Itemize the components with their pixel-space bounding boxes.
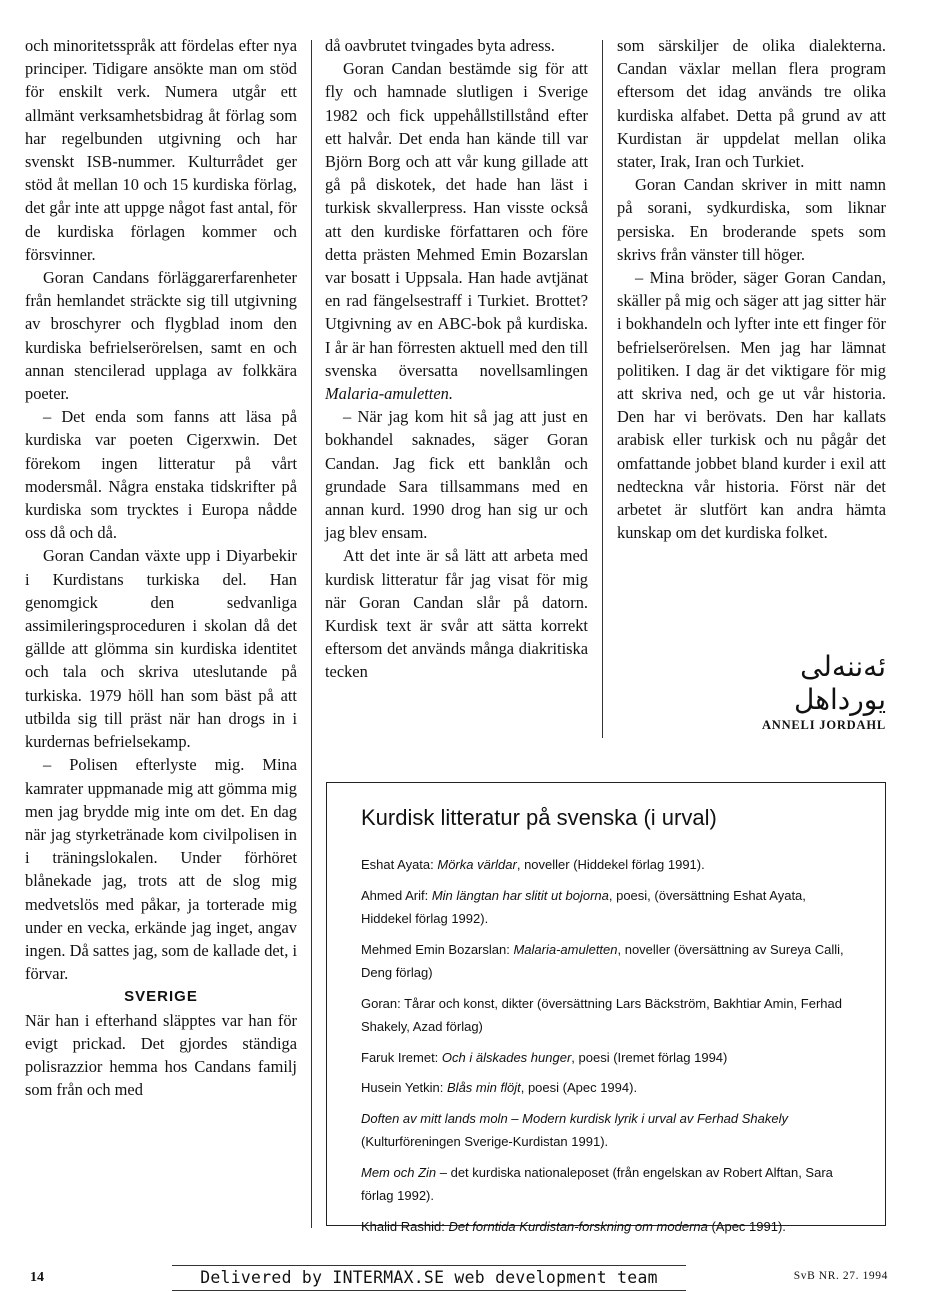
paragraph: – När jag kom hit så jag att just en bokhandel saknades, säger Goran Candan. Jag fick ett banklån och grundade Sara tillsammans med en annan kurd. 1990 drog han sig ur och jag blev ensam. (325, 407, 588, 543)
entry-author: Goran: Tårar och konst, dikter (översättning Lars Bäckström, Bakhtiar Amin, Ferhad Shakely, Azad förlag) (361, 995, 842, 1034)
reading-list-entry (361, 1107, 855, 1154)
reading-list-entry (361, 853, 855, 877)
paragraph: – Det enda som fanns att läsa på kurdiska var poeten Cigerxwin. Det förekom ingen litteratur på vårt modersmål. Några enstaka tidskrifter på kurdiska som trycktes i Europa nådde oss då och då. (25, 407, 297, 543)
byline: ANNELI JORDAHL (761, 718, 886, 732)
paragraph: – Mina bröder, säger Goran Candan, skäller på mig och säger att jag sitter här i bokhandeln och lyfter inte ett finger för befrielserörelsen. Men jag har lämnat politiken. I dag är det viktigare för mig att skriva ned, och ge ut vår historia. Den har vi berövats. Den har kallats arabisk eller turkisk och nu pågår det omfattande jobbet bland kurder i exil att nedteckna vår historia. Först när det arbetet är slutfört kan andra hämta kunskap om det kurdiska folket. (617, 268, 886, 543)
page-number: 14 (30, 1270, 44, 1285)
section-heading: SVERIGE (124, 988, 198, 1006)
paragraph: – Polisen efterlyste mig. Mina kamrater uppmanade mig att gömma mig men jag brydde mig inte om det. En dag när jag styrketränade kom civilpolisen in i träningslokalen. Under förhöret blånekade jag, trots att de slog mig medvetslös med påkar, ja torterade mig under en vecka, erkände jag inget, angav ingen. Då sattes jag, som de kallade det, i förvar. (25, 755, 297, 984)
paragraph: Att det inte är så lätt att arbeta med kurdisk litteratur får jag visat för mig när Goran Candan slår på datorn. Kurdisk text är svår att sätta korrekt eftersom det används många diakritiska tecken (325, 546, 588, 682)
entry-details: – det kurdiska nationaleposet (från engelskan av Robert Alftan, Sara förlag 1992). (361, 1164, 833, 1203)
paragraph: Goran Candans förläggarerfarenheter från hemlandet sträckte sig till utgivning av broschyrer och flygblad inom den kurdiska befrielserörelsen, samt en och annan stencilerad upplaga av folkkära poeter. (25, 268, 297, 404)
paragraph: som särskiljer de olika dialekterna. Candan växlar mellan flera program eftersom det idag används tre olika kurdiska alfabet. Detta på grund av att Kurdistan är uppdelat mellan olika stater, Irak, Iran och Turkiet. (617, 36, 886, 172)
arabic-signature: ئەننەلی یوردا‌هل (794, 650, 886, 716)
entry-title: Det forntida Kurdistan-forskning om moderna (448, 1218, 708, 1234)
entry-author: Husein Yetkin: (361, 1080, 448, 1095)
box-title: Kurdisk litteratur på svenska (i urval) (361, 805, 717, 830)
reading-list-entry (361, 938, 855, 985)
column-divider (311, 40, 312, 1228)
reading-list-entry (361, 992, 855, 1039)
entry-author: Ahmed Arif: (361, 887, 432, 903)
entry-title: Mörka världar (437, 857, 517, 872)
entry-title: Och i älskades hunger (441, 1049, 572, 1065)
reading-list-entry (361, 1046, 855, 1070)
article-column-3 (617, 34, 886, 544)
paragraph: Goran Candan skriver in mitt namn på sorani, sydkurdiska, som liknar persiska. En broderande spets som skrivs från vänster till höger. (617, 175, 886, 264)
entry-title: Blås min flöjt (447, 1080, 521, 1095)
entry-details: , noveller (översättning av Sureya Calli, Deng förlag) (361, 941, 844, 980)
entry-details: , poesi, (översättning Eshat Ayata, Hiddekel förlag 1992). (361, 887, 806, 926)
entry-details: (Apec 1991). (707, 1218, 786, 1234)
book-title: Malaria-amuletten. (325, 384, 453, 404)
issue-label: SvB NR. 27. 1994 (793, 1270, 888, 1282)
reading-list-entry (361, 1161, 855, 1208)
entry-details: , noveller (Hiddekel förlag 1991). (516, 857, 705, 872)
reading-list-entry (361, 1215, 855, 1239)
paragraph: När han i efterhand släpptes var han för evigt prickad. Det gjordes ständiga polisrazzior hemma hos Candans familj som från och med (25, 1010, 297, 1100)
entry-title: Min längtan har slitit ut bojorna (431, 887, 609, 903)
paragraph: Goran Candan växte upp i Diyarbekir i Kurdistans turkiska del. Han genomgick den sedvanliga assimileringsproceduren i skolan då det gällde att glömma sin kurdiska identitet och tala och skriva uteslutande på turkiska. 1979 höll han som bäst på att utbilda sig till präst när han drogs in i kurdernas befrielsekamp. (25, 546, 297, 752)
column-divider (602, 40, 603, 738)
entry-title: Mem och Zin (361, 1164, 437, 1180)
entry-author: Faruk Iremet: (361, 1049, 442, 1065)
entry-author: Eshat Ayata: (361, 857, 438, 872)
reading-list-box (326, 782, 886, 1234)
paragraph: då oavbrutet tvingades byta adress. (325, 36, 555, 55)
article-column-2 (325, 34, 588, 684)
entry-details: , poesi (Iremet förlag 1994) (571, 1049, 728, 1065)
footer-banner: Delivered by INTERMAX.SE web development team (172, 1265, 686, 1291)
entry-title: Doften av mitt lands moln – Modern kurdisk lyrik i urval av Ferhad Shakely (361, 1110, 789, 1126)
reading-list-entry (361, 1076, 855, 1100)
reading-list (361, 853, 855, 1238)
entry-details: , poesi (Apec 1994). (520, 1080, 638, 1095)
reading-list-entry (361, 884, 855, 931)
paragraph (325, 57, 588, 405)
entry-title: Malaria-amuletten (513, 941, 618, 957)
article-column-1 (25, 34, 297, 1101)
paragraph: och minoritetsspråk att fördelas efter nya principer. Tidigare ansökte man om stöd för enskilt verk. Numera utgår ett allmänt verksamhetsbidrag åt förlag som har regelbunden utgivning och har svenskt ISB-nummer. Kulturrådet ger stöd åt mellan 10 och 15 kurdiska förlag, det går inte att uppge något fast antal, för de kurdiska förlagen kommer och försvinner. (25, 36, 297, 264)
paragraph-text: Goran Candan bestämde sig för att fly och hamnade slutligen i Sverige 1982 och fick uppehållstillstånd efter ett halvår. Det enda han kände till var Björn Borg och att vår kung gillade att gå på diskotek, det hade han läst i turkisk skvallerpress. Han visste också att den kurdiske författaren och före detta prästen Mehmed Emin Bozarslan var bosatt i Uppsala. Han hade avtjänat en rad fängelsestraff i Turkiet. Brottet? Utgivning av en ABC-bok på kurdiska. I år är han förresten aktuell med den till svenska översatta novellsamlingen (325, 59, 588, 380)
entry-author: Khalid Rashid: (361, 1218, 449, 1234)
entry-author: Mehmed Emin Bozarslan: (361, 941, 514, 957)
entry-details: (Kulturföreningen Sverige-Kurdistan 1991). (361, 1134, 609, 1149)
